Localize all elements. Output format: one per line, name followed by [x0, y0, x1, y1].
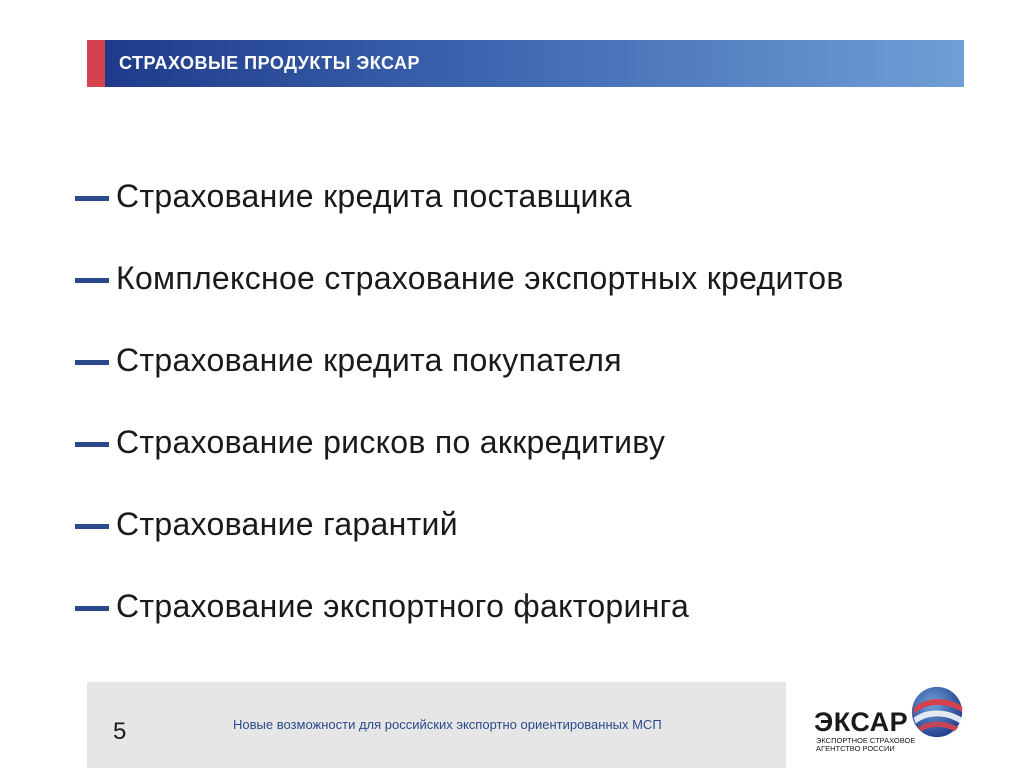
bullet-text: Страхование рисков по аккредитиву	[116, 423, 666, 460]
footer-caption: Новые возможности для российских экспортно ориентированных МСП	[233, 717, 662, 732]
page-number: 5	[113, 718, 127, 745]
bullet-item	[75, 483, 844, 565]
bullet-text: Страхование экспортного факторинга	[116, 587, 690, 624]
bullet-item	[75, 155, 844, 237]
company-logo	[808, 680, 978, 760]
logo-subtitle-line1: ЭКСПОРТНОЕ СТРАХОВОЕ	[816, 736, 916, 745]
logo-subtitle	[816, 737, 916, 753]
bullet-dash-icon	[75, 196, 109, 201]
bullet-text: Комплексное страхование экспортных кредитов	[116, 259, 844, 296]
bullet-dash-icon	[75, 606, 109, 611]
title-accent-stripe	[87, 40, 105, 87]
logo-subtitle-line2: АГЕНТСТВО РОССИИ	[816, 744, 895, 753]
bullet-text: Страхование гарантий	[116, 505, 458, 542]
title-bar	[87, 40, 964, 87]
bullet-item	[75, 401, 844, 483]
bullet-item	[75, 319, 844, 401]
bullet-list	[75, 155, 844, 647]
bullet-item	[75, 237, 844, 319]
slide-title: СТРАХОВЫЕ ПРОДУКТЫ ЭКСАР	[119, 53, 421, 73]
logo-wordmark: ЭКСАР	[814, 707, 909, 737]
bullet-dash-icon	[75, 360, 109, 365]
bullet-text: Страхование кредита поставщика	[116, 177, 632, 214]
bullet-dash-icon	[75, 524, 109, 529]
title-gradient-band	[105, 40, 964, 87]
bullet-text: Страхование кредита покупателя	[116, 341, 622, 378]
bullet-dash-icon	[75, 278, 109, 283]
bullet-dash-icon	[75, 442, 109, 447]
bullet-item	[75, 565, 844, 647]
globe-icon	[908, 683, 966, 741]
